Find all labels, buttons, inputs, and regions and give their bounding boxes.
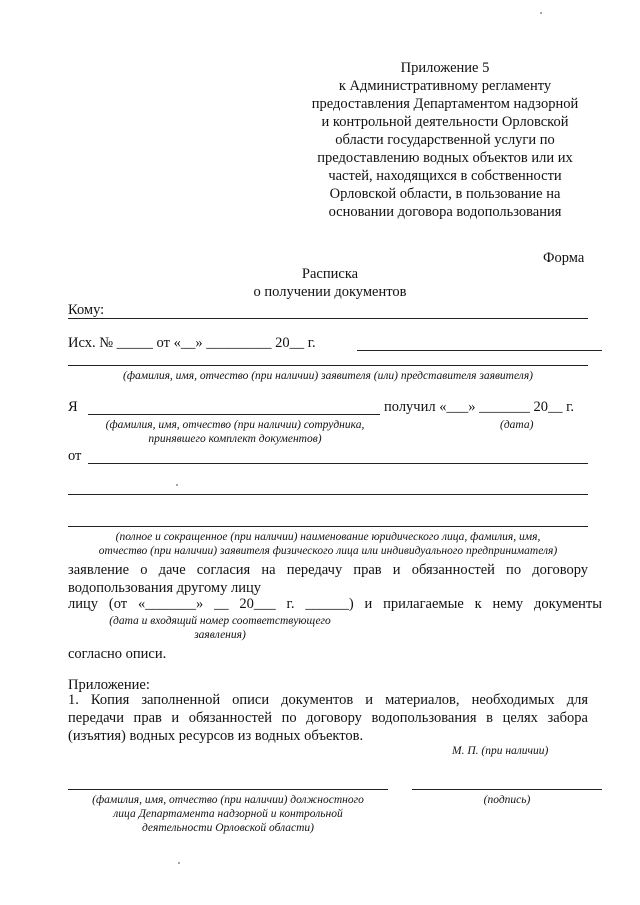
number-caption: заявления) <box>194 629 246 641</box>
scan-speck <box>540 12 542 14</box>
employee-caption: (фамилия, имя, отчество (при наличии) сотрудника, <box>105 419 365 431</box>
recipient-label: Кому: <box>68 302 105 318</box>
signature-line <box>412 789 602 790</box>
statement-text: заявление о даче согласия на передачу прав и обязанностей по договору <box>68 562 588 578</box>
applicant-name-line <box>68 365 588 366</box>
header-line: и контрольной деятельности Орловской <box>321 114 569 130</box>
scan-speck <box>178 862 180 864</box>
official-name-line <box>68 789 388 790</box>
attachment-item: 1. Копия заполненной описи документов и материалов, необходимых для <box>68 692 588 708</box>
outgoing-extra-line <box>357 350 602 351</box>
statement-text: лицу (от «_______» __ 20___ г. ______) и прилагаемые к нему документы <box>68 596 602 612</box>
date-caption: (дата) <box>500 419 534 431</box>
attachment-item: (изъятия) водных ресурсов из водных объектов. <box>68 728 364 744</box>
outgoing-number-field: Исх. № _____ от «__» _________ 20__ г. <box>68 335 316 351</box>
from-line <box>68 526 588 527</box>
from-label: от <box>68 448 82 464</box>
header-line: Приложение 5 <box>400 60 490 76</box>
according-text: согласно описи. <box>68 646 167 662</box>
header-line: предоставлению водных объектов или их <box>317 150 573 166</box>
header-line: основании договора водопользования <box>328 204 562 220</box>
attachment-item: передачи прав и обязанностей по договору водопользования в целях забора <box>68 710 588 726</box>
i-label: Я <box>68 399 78 415</box>
scan-speck <box>176 484 178 486</box>
recipient-line <box>68 318 588 319</box>
statement-text: водопользования другому лицу <box>68 580 261 596</box>
header-line: предоставления Департаментом надзорной <box>311 96 579 112</box>
from-line <box>68 494 588 495</box>
signature-caption: (подпись) <box>483 794 531 806</box>
entity-caption: отчество (при наличии) заявителя физического лица или индивидуального предпринимателя) <box>98 545 558 557</box>
stamp-label: М. П. (при наличии) <box>452 745 549 757</box>
header-line: к Административному регламенту <box>338 78 552 94</box>
header-line: области государственной услуги по <box>335 132 555 148</box>
official-caption: деятельности Орловской области) <box>141 822 315 834</box>
official-caption: (фамилия, имя, отчество (при наличии) должностного <box>92 794 364 806</box>
entity-caption: (полное и сокращенное (при наличии) наименование юридического лица, фамилия, имя, <box>115 531 541 543</box>
official-caption: лица Департамента надзорной и контрольной <box>113 808 343 820</box>
employee-name-line <box>88 414 380 415</box>
document-subtitle: о получении документов <box>253 284 407 300</box>
document-title: Расписка <box>301 266 359 282</box>
from-line <box>88 463 588 464</box>
employee-caption: принявшего комплект документов) <box>148 433 322 445</box>
header-line: Орловской области, в пользование на <box>329 186 561 202</box>
form-label: Форма <box>543 250 585 266</box>
received-date-field: получил «___» _______ 20__ г. <box>384 399 575 415</box>
header-line: частей, находящихся в собственности <box>328 168 562 184</box>
attachment-heading: Приложение: <box>68 677 150 693</box>
number-caption: (дата и входящий номер соответствующего <box>109 615 331 627</box>
applicant-caption: (фамилия, имя, отчество (при наличии) заявителя (или) представителя заявителя) <box>122 370 533 382</box>
